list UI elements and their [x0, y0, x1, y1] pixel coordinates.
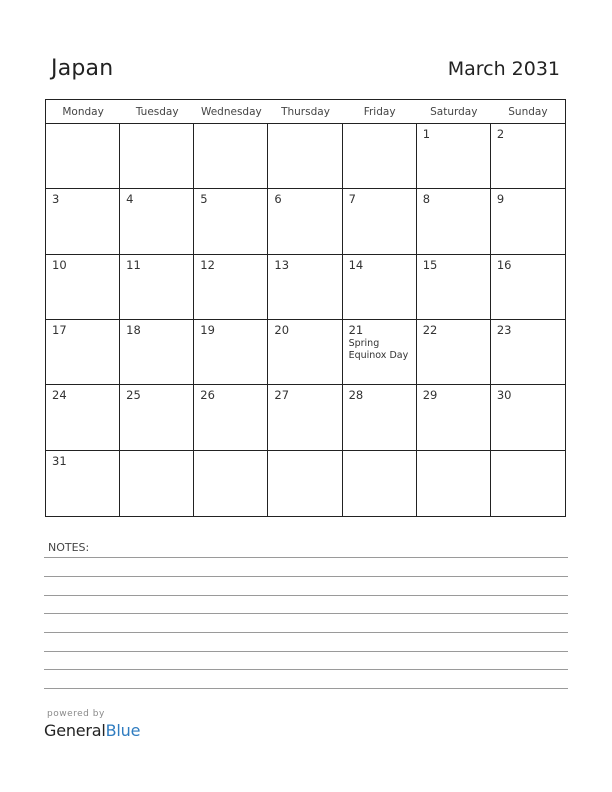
day-number: 26 — [200, 388, 215, 403]
day-cell — [268, 255, 342, 320]
page-title-country: Japan — [51, 56, 114, 81]
day-cell — [120, 385, 194, 450]
day-cell — [268, 189, 342, 254]
day-cell — [491, 124, 565, 189]
day-cell — [491, 320, 565, 385]
weekday-header: Saturday — [417, 100, 491, 124]
day-cell — [417, 189, 491, 254]
day-number: 17 — [52, 323, 67, 337]
day-cell — [120, 451, 194, 516]
weekday-header: Tuesday — [120, 100, 194, 124]
brand-logo-blue: Blue — [105, 721, 141, 740]
day-number: 10 — [52, 257, 67, 272]
day-number: 23 — [496, 323, 512, 337]
page-title-month: March 2031 — [447, 58, 560, 80]
notes-line — [44, 669, 568, 670]
weekday-header: Thursday — [268, 100, 342, 124]
day-cell — [46, 385, 120, 450]
weekday-header: Wednesday — [194, 100, 268, 124]
day-cell — [268, 124, 342, 189]
day-number: 14 — [348, 257, 364, 272]
day-number: 25 — [126, 388, 141, 403]
day-number: 9 — [496, 192, 505, 207]
day-number: 1 — [422, 127, 431, 141]
day-number: 27 — [274, 388, 290, 403]
calendar-grid — [45, 99, 566, 517]
day-number: 4 — [126, 192, 134, 207]
day-cell — [194, 320, 268, 385]
notes-label: NOTES: — [48, 541, 90, 554]
notes-line — [44, 688, 568, 689]
day-cell — [46, 189, 120, 254]
brand-logo — [44, 721, 140, 740]
weekday-header: Friday — [343, 100, 417, 124]
day-number: 22 — [422, 323, 438, 337]
day-cell — [417, 385, 491, 450]
day-number: 11 — [126, 257, 141, 272]
day-number: 7 — [348, 192, 356, 207]
day-cell — [46, 255, 120, 320]
day-number: 29 — [422, 388, 438, 403]
day-cell — [194, 189, 268, 254]
notes-line — [44, 651, 568, 652]
day-cell — [491, 451, 565, 516]
powered-by-text: powered by — [47, 709, 105, 719]
day-number: 30 — [496, 388, 512, 403]
day-cell — [491, 255, 565, 320]
day-cell — [343, 320, 417, 385]
day-number: 6 — [274, 192, 282, 207]
day-cell — [46, 320, 120, 385]
day-cell — [343, 189, 417, 254]
day-cell — [343, 124, 417, 189]
day-cell — [120, 124, 194, 189]
day-cell — [194, 255, 268, 320]
weekday-header: Sunday — [491, 100, 565, 124]
day-cell — [268, 451, 342, 516]
day-cell — [343, 451, 417, 516]
day-cell — [417, 255, 491, 320]
day-number: 2 — [496, 127, 505, 141]
holiday-label: Spring Equinox Day — [348, 338, 409, 361]
day-cell — [194, 451, 268, 516]
day-number: 15 — [422, 257, 438, 272]
day-number: 8 — [422, 192, 431, 207]
notes-line — [44, 632, 568, 633]
day-number: 16 — [496, 257, 512, 272]
day-number: 18 — [126, 323, 141, 337]
day-cell — [343, 255, 417, 320]
day-number: 21 — [348, 323, 364, 337]
day-number: 19 — [200, 323, 215, 337]
day-cell — [491, 385, 565, 450]
day-cell — [417, 320, 491, 385]
notes-line — [44, 613, 568, 614]
day-cell — [268, 385, 342, 450]
day-number: 31 — [52, 453, 67, 468]
weekday-header: Monday — [46, 100, 120, 124]
day-cell — [343, 385, 417, 450]
day-cell — [46, 124, 120, 189]
day-cell — [491, 189, 565, 254]
day-cell — [120, 320, 194, 385]
day-number: 12 — [200, 257, 215, 272]
day-cell — [120, 255, 194, 320]
day-cell — [417, 124, 491, 189]
notes-line — [44, 557, 568, 558]
day-cell — [268, 320, 342, 385]
day-number: 24 — [52, 388, 67, 403]
day-cell — [120, 189, 194, 254]
day-number: 3 — [52, 192, 60, 207]
day-number: 20 — [274, 323, 290, 337]
day-number: 13 — [274, 257, 290, 272]
day-cell — [194, 124, 268, 189]
day-cell — [194, 385, 268, 450]
notes-line — [44, 595, 568, 596]
day-cell — [417, 451, 491, 516]
day-number: 28 — [348, 388, 364, 403]
day-number: 5 — [200, 192, 208, 207]
brand-logo-general: General — [44, 721, 106, 740]
day-cell — [46, 451, 120, 516]
notes-line — [44, 576, 568, 577]
